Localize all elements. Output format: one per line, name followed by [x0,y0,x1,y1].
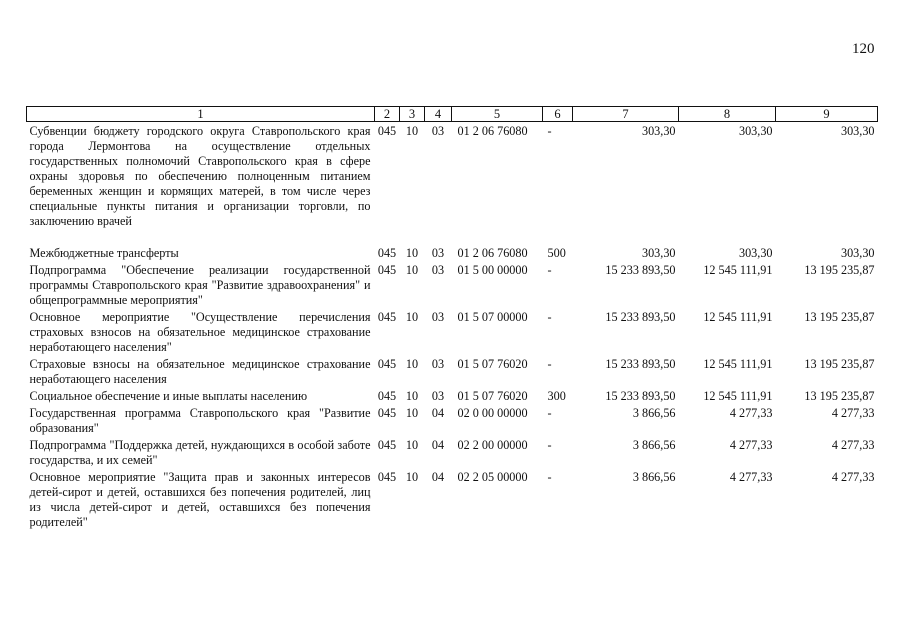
row-expense-type: - [547,470,552,484]
row-name: Подпрограмма "Поддержка детей, нуждающихся в особой заботе государства, и их семей" [29,438,371,467]
row-article: 01 5 07 00000 [457,310,528,324]
row-name: Страховые взносы на обязательное медицинское страхование неработающего населения [29,357,371,386]
row-section: 10 [405,438,419,452]
row-article: 01 2 06 76080 [457,124,528,138]
row-article: 01 5 07 76020 [457,357,528,371]
row-amount-year3: 13 195 235,87 [804,389,875,403]
row-section: 10 [405,124,419,138]
column-header: 6 [543,107,573,122]
row-amount-year2: 303,30 [738,124,773,138]
column-header: 2 [375,107,400,122]
row-section: 10 [405,263,419,277]
table-row [27,436,878,468]
row-amount-year2: 4 277,33 [729,438,773,452]
row-amount-year1: 303,30 [641,124,676,138]
row-article: 02 2 00 00000 [457,438,528,452]
row-amount-year1: 15 233 893,50 [605,310,676,324]
row-expense-type: 500 [547,246,566,260]
row-name: Субвенции бюджету городского округа Ставропольского края города Лермонтова на осуществление отдельных государственных полномочий Ставропольского края в сфере охраны здоровья по обеспечению полноценным питанием беременных женщин и кормящих матерей, в том числе через специальные пункты питания и организации торговли, по заключению врачей [29,124,371,228]
table-row [27,261,878,308]
row-name: Социальное обеспечение и иные выплаты населению [29,389,308,403]
row-name: Государственная программа Ставропольского края "Развитие образования" [29,406,371,435]
table-row [27,404,878,436]
row-expense-type: 300 [547,389,566,403]
row-amount-year2: 4 277,33 [729,406,773,420]
row-amount-year2: 12 545 111,91 [703,310,773,324]
table-row [27,355,878,387]
row-expense-type: - [547,124,552,138]
row-subsection: 03 [431,263,445,277]
row-grbs: 045 [377,406,397,420]
column-header: 8 [679,107,776,122]
budget-table [26,106,878,530]
row-amount-year2: 12 545 111,91 [703,389,773,403]
row-section: 10 [405,406,419,420]
row-section: 10 [405,357,419,371]
row-amount-year2: 303,30 [738,246,773,260]
row-amount-year1: 3 866,56 [632,438,676,452]
row-section: 10 [405,389,419,403]
row-expense-type: - [547,438,552,452]
row-subsection: 04 [431,470,445,484]
row-expense-type: - [547,263,552,277]
row-amount-year3: 303,30 [840,124,875,138]
row-amount-year3: 13 195 235,87 [804,357,875,371]
row-grbs: 045 [377,263,397,277]
row-amount-year1: 15 233 893,50 [605,389,676,403]
row-amount-year1: 3 866,56 [632,406,676,420]
row-amount-year2: 12 545 111,91 [703,263,773,277]
row-section: 10 [405,246,419,260]
column-header: 3 [400,107,425,122]
row-subsection: 04 [431,406,445,420]
row-amount-year3: 303,30 [840,246,875,260]
table-row [27,308,878,355]
row-article: 01 2 06 76080 [457,246,528,260]
row-subsection: 03 [431,124,445,138]
row-subsection: 03 [431,310,445,324]
column-header: 7 [573,107,679,122]
row-grbs: 045 [377,246,397,260]
row-name: Основное мероприятие "Защита прав и законных интересов детей-сирот и детей, оставшихся без попечения родителей, лиц из числа детей-сирот и детей, оставшихся без попечения родителей" [29,470,371,529]
table-row [27,122,878,245]
row-expense-type: - [547,310,552,324]
row-subsection: 03 [431,246,445,260]
row-expense-type: - [547,357,552,371]
row-section: 10 [405,310,419,324]
row-name: Основное мероприятие "Осуществление перечисления страховых взносов на обязательное медицинское страхование неработающего населения" [29,310,371,354]
row-article: 02 2 05 00000 [457,470,528,484]
row-article: 01 5 07 76020 [457,389,528,403]
table-row [27,387,878,404]
row-amount-year1: 303,30 [641,246,676,260]
column-header: 1 [27,107,375,122]
row-name: Межбюджетные трансферты [29,246,179,260]
table-row [27,468,878,530]
column-header: 5 [452,107,543,122]
row-amount-year3: 4 277,33 [831,406,875,420]
row-amount-year1: 3 866,56 [632,470,676,484]
row-amount-year3: 4 277,33 [831,438,875,452]
row-grbs: 045 [377,470,397,484]
page-number: 120 [852,41,875,57]
row-name: Подпрограмма "Обеспечение реализации государственной программы Ставропольского края "Развитие здравоохранения" и общепрограммные мероприятия" [29,263,371,307]
column-header: 4 [425,107,452,122]
row-amount-year2: 4 277,33 [729,470,773,484]
row-article: 01 5 00 00000 [457,263,528,277]
row-grbs: 045 [377,310,397,324]
row-grbs: 045 [377,389,397,403]
column-header: 9 [776,107,878,122]
table-row [27,244,878,261]
row-amount-year3: 13 195 235,87 [804,310,875,324]
row-amount-year1: 15 233 893,50 [605,357,676,371]
row-grbs: 045 [377,357,397,371]
row-grbs: 045 [377,124,397,138]
row-grbs: 045 [377,438,397,452]
row-amount-year2: 12 545 111,91 [703,357,773,371]
row-expense-type: - [547,406,552,420]
row-amount-year3: 13 195 235,87 [804,263,875,277]
row-subsection: 03 [431,357,445,371]
row-amount-year1: 15 233 893,50 [605,263,676,277]
row-article: 02 0 00 00000 [457,406,528,420]
row-section: 10 [405,470,419,484]
row-subsection: 03 [431,389,445,403]
row-amount-year3: 4 277,33 [831,470,875,484]
table-header-row [27,107,878,122]
row-subsection: 04 [431,438,445,452]
